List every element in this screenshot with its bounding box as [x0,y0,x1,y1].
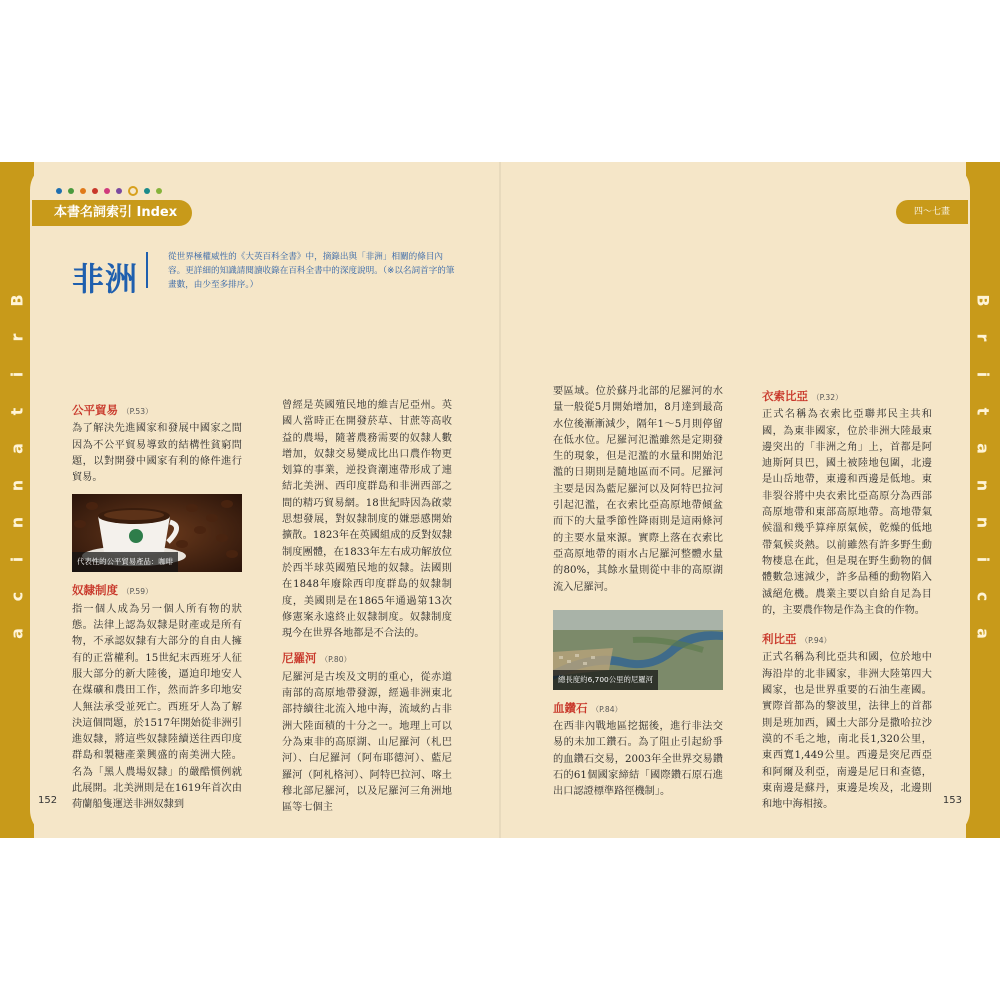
brand-vertical-right [966,282,1000,652]
column-4 [762,384,932,813]
entry-body: 指一個人成為另一個人所有物的狀態。法律上認為奴隸是財產或是所有物，不承認奴隸有大部分的自由人擁有的正當權利。15世紀末西班牙人征服大部分的新大陸後，逼迫印地安人在煤礦和農田工作，然而許多印地安人無法承受並死亡。西班牙人為了解決這個問題，於1517年開始從非洲引進奴隸，將這些奴隸陸續送往西印度群島和製糖產業興盛的南美洲大陸。名為「黑人農場奴隸」的嚴酷慣例就此展開。北美洲則是在1619年首次由荷蘭船隻運送非洲奴隸到 [72,603,242,811]
entry-continuation: 要區域。位於蘇丹北部的尼羅河的水量一般從5月開始增加，8月達到最高水位後漸漸減少，隔年1～5月則停留在低水位。尼羅河氾濫雖然是定期發生的現象，但是氾濫的水量和開始氾濫的日期則是隨地區而不同。尼羅河主要是因為藍尼羅河以及阿特巴拉河引起氾濫，在衣索比亞高原地帶傾盆而下的大量季節性降雨則是這兩條河的主要水量來源。實際上落在衣索比亞高原地帶的雨水占尼羅河整體水量的80%，其餘水量則從中非的高原湖流入尼羅河。 [553,386,723,593]
color-dot [68,188,74,194]
color-dot [116,188,122,194]
column-2 [282,398,452,816]
entry-page-ref: （P.84） [591,704,623,714]
brand-letter: n [973,479,993,492]
index-header: 本書名詞索引 Index [32,200,192,226]
brand-vertical-left [0,282,34,652]
brand-letter: a [973,443,993,454]
entry-nile [282,650,452,816]
brand-letter: c [7,591,27,602]
color-dot [80,188,86,194]
brand-letter: r [973,333,993,342]
brand-letter: a [973,628,993,639]
nile-photo [553,610,723,690]
entry-slavery [72,582,242,813]
brand-letter: a [7,443,27,454]
page-number-left: 152 [38,795,58,806]
entry-page-ref: （P.32） [812,393,843,402]
brand-letter: r [7,333,27,342]
title-divider [146,252,148,288]
brand-letter: B [973,294,993,307]
entry-title: 衣索比亞 [762,389,808,403]
entry-title: 尼羅河 [282,651,317,666]
coffee-photo [72,494,242,572]
brand-letter: i [7,371,27,378]
brand-letter: i [7,556,27,563]
entry-body: 為了解決先進國家和發展中國家之間因為不公平貿易導致的結構性貧窮問題，以對開發中國家有利的條件進行貿易。 [72,423,242,484]
entry-libya [762,631,932,813]
page-number-right: 153 [942,795,962,806]
entry-body: 尼羅河是古埃及文明的重心，從赤道南部的高原地帶發源，經過非洲東北部持續往北流入地中海，流域約占非洲大陸面積的十分之一。地理上可以分為東非的高原湖、山尼羅河（札巴河）、白尼羅河（阿布耶德河）、藍尼羅河（阿札格河）、阿特巴拉河、喀土穆北部尼羅河，以及尼羅河三角洲地區等七個主 [282,671,452,814]
color-dot [56,188,62,194]
photo-caption: 代表性的公平貿易產品：咖啡 [72,552,178,572]
stroke-range-tab: 四～七畫 [896,200,968,224]
entry-header [282,650,452,668]
color-dot [144,188,150,194]
gutter [499,162,501,838]
entry-header [72,582,242,600]
entry-page-ref: （P.80） [320,655,352,665]
entry-fair-trade [72,402,242,486]
brand-letter: t [973,407,993,416]
intro-text: 從世界極權威性的《大英百科全書》中，摘錄出與「非洲」相關的條目內容。更詳細的知識請閱讀收錄在百科全書中的深度說明。（※以名詞首字的筆畫數，由少至多排序。） [168,252,455,290]
entry-body: 正式名稱為利比亞共和國，位於地中海沿岸的北非國家，非洲大陸第四大國家，也是世界重要的石油生產國。實際首都為的黎波里，法律上的首都則是班加西，國土大部分是撒哈拉沙漠的不毛之地，南北長1,320公里，東西寬1,449公里。西邊是突尼西亞和阿爾及利亞，南邊是尼日和查德，東南邊是蘇丹，東邊是埃及，北邊則和地中海相接。 [762,652,932,811]
entry-continuation: 曾經是英國殖民地的維吉尼亞州。英國人當時正在開發菸草、甘蔗等高收益的農場，隨著農務需要的奴隸人數增加，奴隸交易變成比出口農作物更划算的事業，逆投資潮連帶形成了連結北美洲、西印度群島和非洲西部之間的精巧貿易網。18世紀時因為啟蒙思想發展，對奴隸制度的嫌惡感開始擴散。1823年在英國組成的反對奴隸制度團體，在1833年左右成功解放位於西半球英國殖民地的奴隸。法國則在1848年廢除西印度群島的奴隸制度，美國則是在1865年通過第13次修憲案永遠終止奴隸制度。奴隸制度現今在世界各地都是不合法的。 [282,400,452,640]
entry-title: 奴隸制度 [72,583,118,598]
entry-header [762,388,932,406]
entry-page-ref: （P.59） [122,587,153,597]
entry-ethiopia [762,388,932,619]
entry-header [762,631,932,649]
entry-page-ref: （P.94） [800,636,832,646]
entry-title: 公平貿易 [72,403,118,417]
brand-letter: c [973,591,993,602]
brand-letter: n [7,516,27,529]
entry-body: 正式名稱為衣索比亞聯邦民主共和國，為東非國家，位於非洲大陸最東邊突出的「非洲之角」上，首都是阿迪斯阿貝巴，國土被陸地包圍，北邊是山岳地帶，東邊和西邊是低地。東非裂谷將中央衣索比亞高原分為西部高原地帶和東部高原地帶。高地帶氣候溫和幾乎算痒原氣候，乾燥的低地帶氣候炎熱。以前雖然有許多野生動物棲息在此，但是現在野生動物的個體數急速減少，許多品種的動物陷入滅絕危機。農業主要以自給自足為目的，主要農作物是作為主食的作物。 [762,409,932,616]
brand-letter: i [973,556,993,563]
entry-header [553,700,723,718]
entry-title: 血鑽石 [553,700,588,715]
color-dots [56,186,162,196]
column-1 [72,398,242,814]
section-title: 非洲 [72,260,139,298]
brand-letter: n [973,516,993,529]
color-dot [128,186,138,196]
column-3 [553,384,723,801]
entry-header [72,402,242,420]
color-dot [104,188,110,194]
brand-letter: B [7,294,27,307]
photo-caption: 總長度約6,700公里的尼羅河 [553,670,658,690]
entry-title: 利比亞 [762,632,797,647]
brand-letter: i [973,371,993,378]
color-dot [156,188,162,194]
book-spread [0,162,1000,838]
brand-letter: a [7,628,27,639]
brand-letter: n [7,479,27,492]
color-dot [92,188,98,194]
brand-letter: t [7,407,27,416]
entry-body: 在西非內戰地區挖掘後，進行非法交易的未加工鑽石。為了阻止引起紛爭的血鑽石交易，2003年全世界交易鑽石的61個國家締結「國際鑽石原石進出口認證標準路徑機制」。 [553,721,723,798]
entry-blood-diamond [553,700,723,801]
entry-page-ref: （P.53） [122,407,153,416]
